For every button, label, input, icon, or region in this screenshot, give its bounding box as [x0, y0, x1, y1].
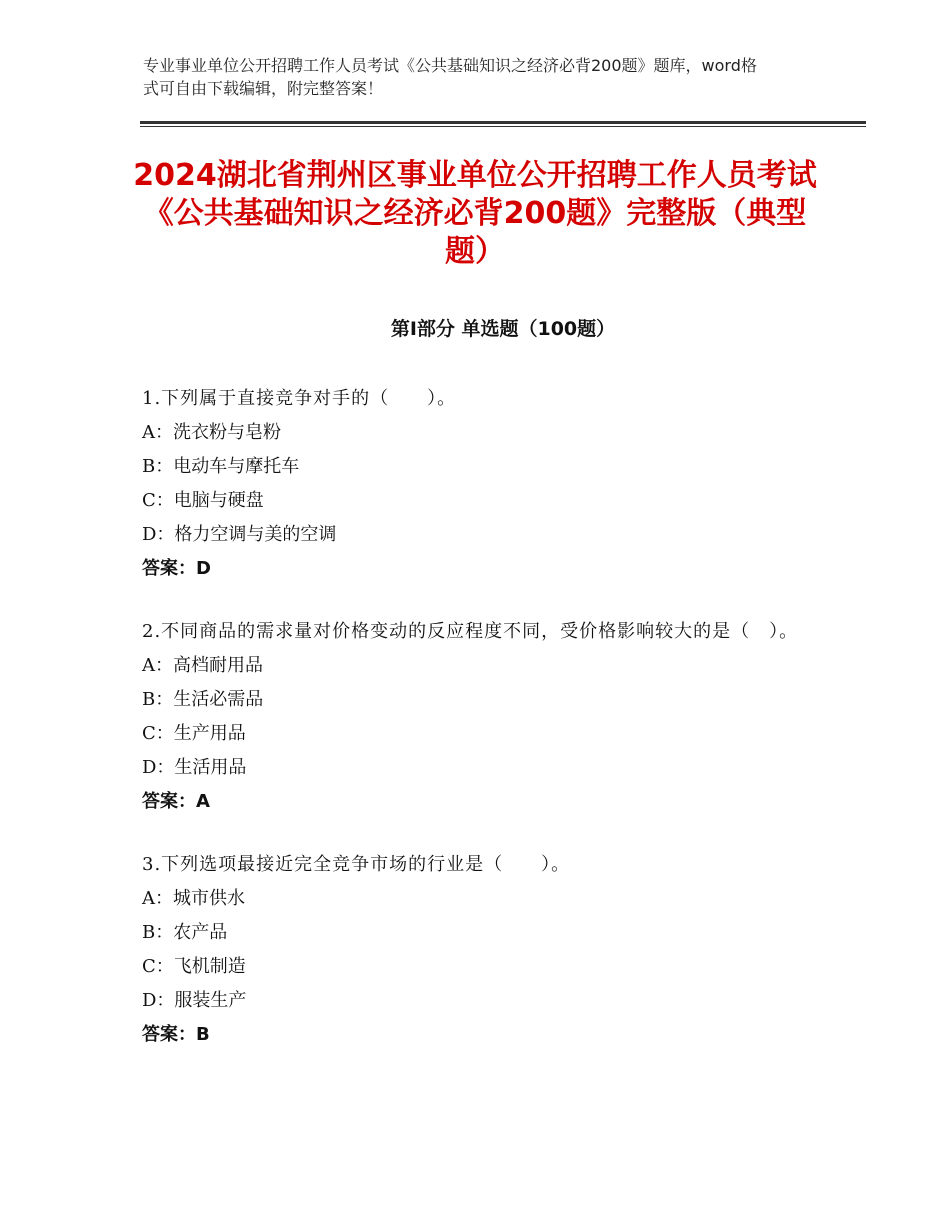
option-b: B：生活必需品 — [142, 689, 264, 710]
question-1 — [142, 382, 822, 586]
question-text: 3.下列选项最接近完全竞争市场的行业是（ ）。 — [142, 854, 571, 875]
question-3 — [142, 848, 822, 1052]
question-text: 2.不同商品的需求量对价格变动的反应程度不同，受价格影响较大的是（ ）。 — [142, 621, 799, 642]
option-c: C：飞机制造 — [142, 956, 246, 977]
answer: 答案：A — [142, 791, 210, 812]
option-b: B：农产品 — [142, 922, 228, 943]
header-note: 专业事业单位公开招聘工作人员考试《公共基础知识之经济必背200题》题库，word格式可自由下载编辑，附完整答案！ — [143, 56, 757, 98]
option-a: A：高档耐用品 — [142, 655, 263, 676]
answer: 答案：D — [142, 558, 211, 579]
option-d: D：格力空调与美的空调 — [142, 524, 337, 545]
answer: 答案：B — [142, 1024, 210, 1045]
header-divider-thick — [140, 121, 866, 124]
option-c: C：生产用品 — [142, 723, 246, 744]
option-a: A：城市供水 — [142, 888, 245, 909]
header-divider-thin — [140, 126, 866, 127]
section-title: 第Ⅰ部分 单选题（100题） — [390, 318, 616, 340]
question-2 — [142, 615, 822, 819]
question-list — [142, 382, 822, 1081]
document-title: 2024湖北省荆州区事业单位公开招聘工作人员考试《公共基础知识之经济必背200题》完整版（典型题） — [133, 158, 817, 269]
option-d: D：服装生产 — [142, 990, 247, 1011]
option-a: A：洗衣粉与皂粉 — [142, 422, 281, 443]
option-c: C：电脑与硬盘 — [142, 490, 264, 511]
option-d: D：生活用品 — [142, 757, 247, 778]
option-b: B：电动车与摩托车 — [142, 456, 300, 477]
question-text: 1.下列属于直接竞争对手的（ ）。 — [142, 388, 457, 409]
